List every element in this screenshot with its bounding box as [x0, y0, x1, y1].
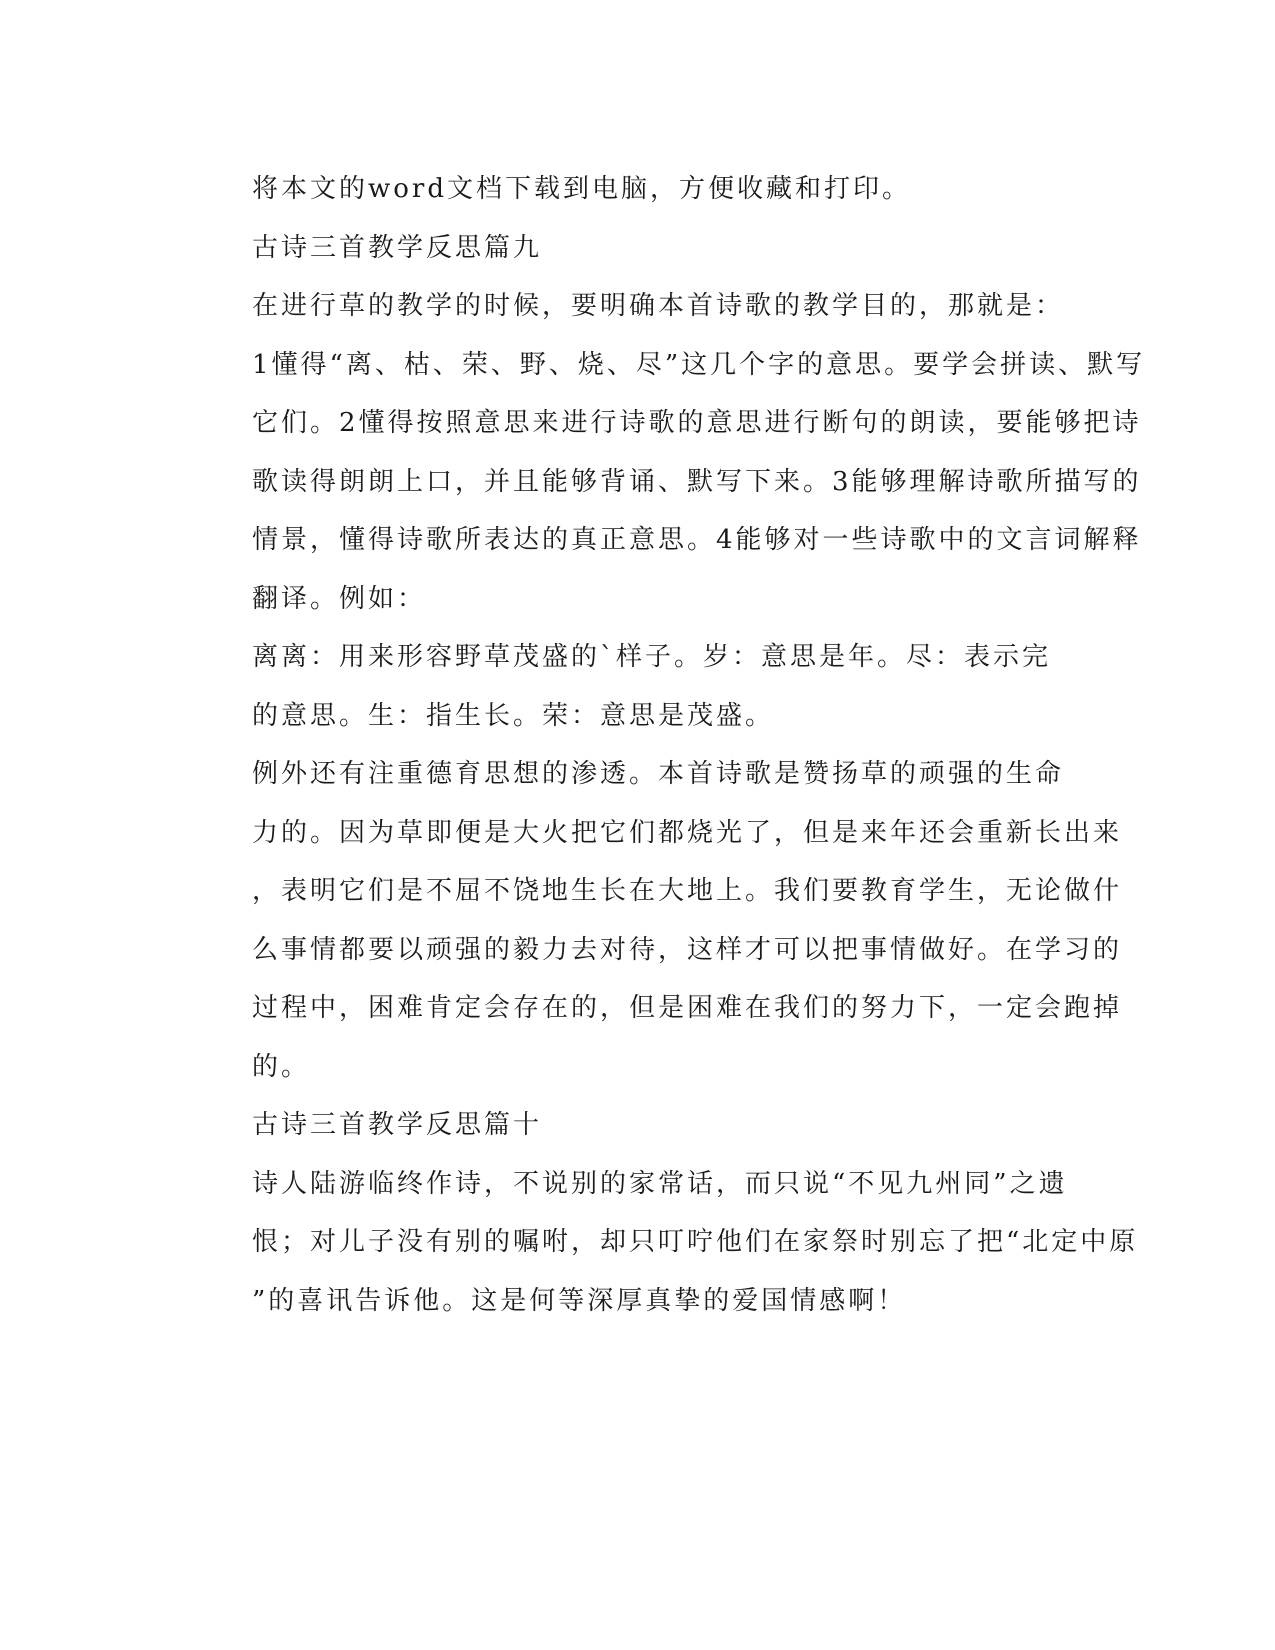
section-heading-9 [180, 219, 1030, 278]
document-body [180, 160, 1146, 1330]
text-line: ，表明它们是不屈不饶地生长在大地上。我们要教育学生，无论做什 [252, 876, 1123, 906]
text-line: 诗人陆游临终作诗，不说别的家常话，而只说“不见九州同”之遗 [252, 1168, 1068, 1199]
body-paragraph-goals [180, 277, 1146, 628]
body-paragraph-glossary [180, 628, 1052, 745]
text-line: 情景，懂得诗歌所表达的真正意思。4能够对一些诗歌中的文言词解释 [252, 525, 1142, 555]
section-heading-10 [180, 1096, 1030, 1155]
text-line: 1懂得“离、枯、荣、野、烧、尽”这几个字的意思。要学会拼读、默写 [252, 349, 1146, 380]
text-line: ”的喜讯告诉他。这是何等深厚真挚的爱国情感啊！ [252, 1285, 907, 1316]
download-note-paragraph [180, 160, 1030, 219]
text-line: 的意思。生：指生长。荣：意思是茂盛。 [252, 700, 775, 731]
text-line: 将本文的word文档下载到电脑，方便收藏和打印。 [252, 174, 911, 204]
text-line: 在进行草的教学的时候，要明确本首诗歌的教学目的，那就是： [252, 291, 1065, 321]
text-line: 歌读得朗朗上口，并且能够背诵、默写下来。3能够理解诗歌所描写的 [252, 466, 1142, 497]
text-line: 恨；对儿子没有别的嘱咐，却只叮咛他们在家祭时别忘了把“北定中原 [252, 1227, 1139, 1257]
text-line: 力的。因为草即便是大火把它们都烧光了，但是来年还会重新长出来 [252, 817, 1123, 848]
text-line: 的。 [252, 1051, 311, 1082]
body-paragraph-moral [180, 745, 1123, 1096]
heading-text: 古诗三首教学反思篇十 [252, 1110, 543, 1140]
text-line: 么事情都要以顽强的毅力去对待，这样才可以把事情做好。在学习的 [252, 934, 1123, 965]
text-line: 离离：用来形容野草茂盛的`样子。岁：意思是年。尽：表示完 [252, 642, 1052, 672]
text-line: 过程中，困难肯定会存在的，但是困难在我们的努力下，一定会跑掉 [252, 993, 1123, 1023]
text-line: 它们。2懂得按照意思来进行诗歌的意思进行断句的朗读，要能够把诗 [252, 408, 1142, 438]
text-line: 翻译。例如： [252, 583, 427, 614]
text-line: 例外还有注重德育思想的渗透。本首诗歌是赞扬草的顽强的生命 [252, 759, 1065, 789]
body-paragraph-lu-you [180, 1155, 1139, 1331]
heading-text: 古诗三首教学反思篇九 [252, 232, 543, 263]
